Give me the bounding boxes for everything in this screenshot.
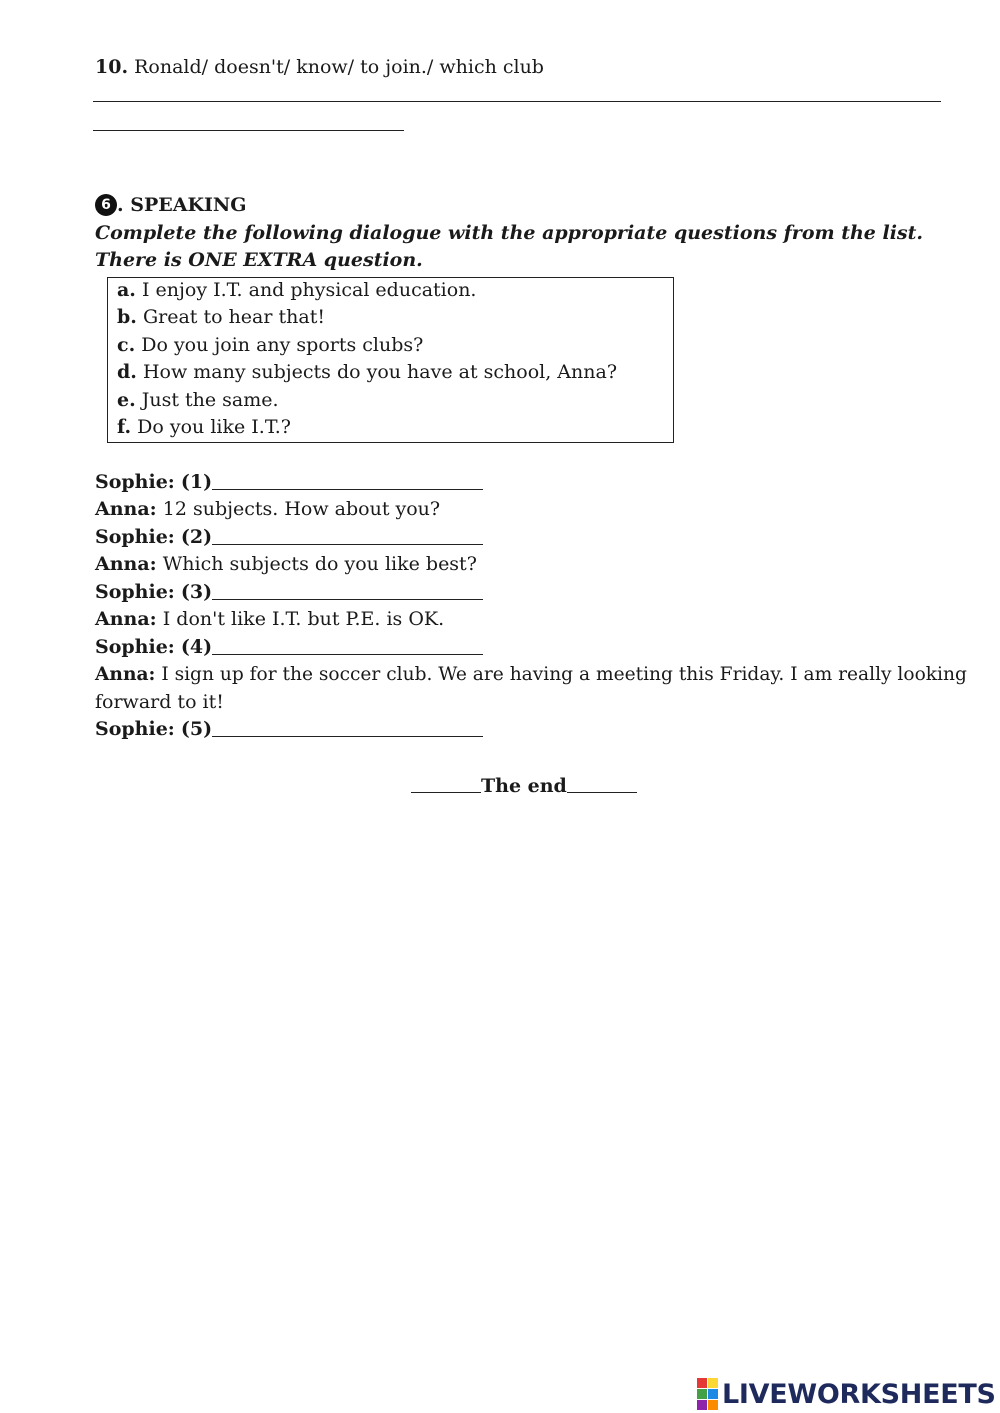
logo-text: LIVEWORKSHEETS xyxy=(722,1378,996,1410)
question-10 xyxy=(95,54,544,81)
dialogue-line-1: Sophie: (1) xyxy=(95,469,483,496)
blank-4[interactable] xyxy=(212,636,483,655)
dialogue-line-6: Anna: I don't like I.T. but P.E. is OK. xyxy=(95,608,445,630)
dialogue-line-7: Sophie: (4) xyxy=(95,634,483,661)
question-number: 10. xyxy=(95,56,129,78)
blank-3[interactable] xyxy=(212,581,483,600)
number-6-icon: 6 xyxy=(95,194,117,216)
blank-1[interactable] xyxy=(212,471,483,490)
dialogue-line-8: Anna: I sign up for the soccer club. We are having a meeting this Friday. I am really looking xyxy=(95,664,967,685)
blank-2[interactable] xyxy=(212,526,483,545)
dialogue-line-9: Sophie: (5) xyxy=(95,716,483,743)
liveworksheets-logo[interactable] xyxy=(697,1377,996,1411)
section-heading xyxy=(95,192,246,219)
option-d: d. How many subjects do you have at school, Anna? xyxy=(117,361,618,383)
dialogue-line-4: Anna: Which subjects do you like best? xyxy=(95,553,477,575)
end-text: The end xyxy=(481,775,567,797)
dialogue-line-5: Sophie: (3) xyxy=(95,579,483,606)
answer-line-2[interactable] xyxy=(93,130,404,131)
dialogue-line-3: Sophie: (2) xyxy=(95,524,483,551)
answer-line-1[interactable] xyxy=(93,101,941,102)
options-box xyxy=(107,277,674,443)
logo-blocks-icon xyxy=(697,1378,718,1410)
blank-5[interactable] xyxy=(212,718,483,737)
option-c: c. Do you join any sports clubs? xyxy=(117,334,424,356)
end-marker xyxy=(411,773,637,800)
instruction-line-1: Complete the following dialogue with the appropriate questions from the list. xyxy=(95,222,924,244)
option-a: a. I enjoy I.T. and physical education. xyxy=(117,279,477,301)
section-title: . SPEAKING xyxy=(117,194,247,216)
option-b: b. Great to hear that! xyxy=(117,306,325,328)
dialogue-line-8-cont: forward to it! xyxy=(95,691,224,713)
option-e: e. Just the same. xyxy=(117,389,279,411)
option-f: f. Do you like I.T.? xyxy=(117,416,291,438)
dialogue-line-2: Anna: 12 subjects. How about you? xyxy=(95,498,441,520)
instruction-line-2: There is ONE EXTRA question. xyxy=(95,249,423,271)
question-text: Ronald/ doesn't/ know/ to join./ which club xyxy=(134,56,544,78)
